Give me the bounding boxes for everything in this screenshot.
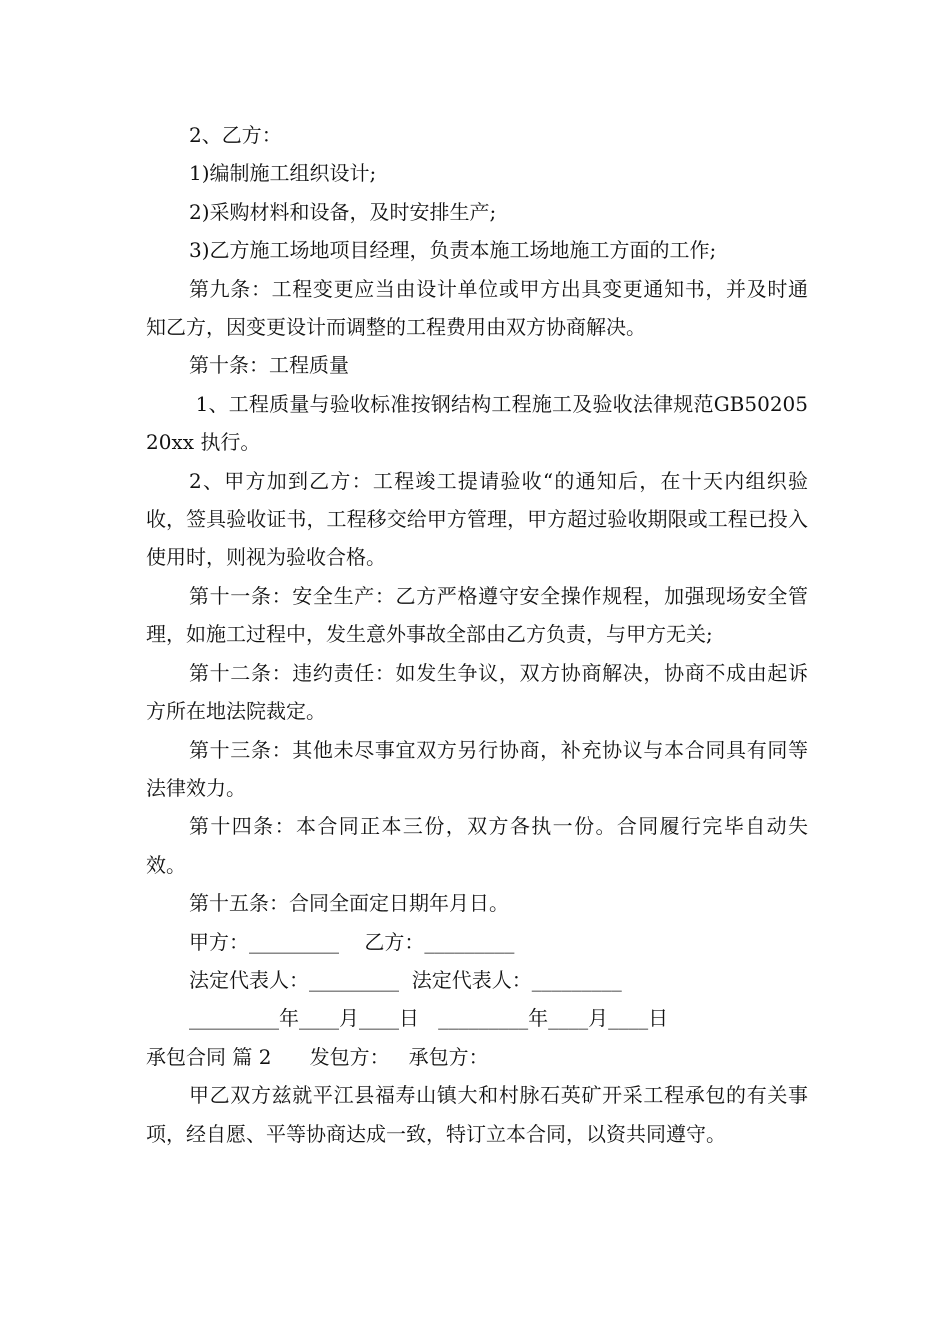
paragraph-article-12: 第十二条：违约责任：如发生争议，双方协商解决，协商不成由起诉方所在地法院裁定。 (146, 660, 808, 724)
paragraph-article-9: 第九条：工程变更应当由设计单位或甲方出具变更通知书，并及时通知乙方，因变更设计而调整的工程费用由双方协商解决。 (146, 276, 808, 340)
document-body (146, 116, 808, 1153)
signature-parties-line: 甲方：_________ 乙方：_________ (189, 929, 515, 954)
paragraph-party-b-heading: 2、乙方： (189, 123, 282, 147)
contract-2-preamble: 甲乙双方兹就平江县福寿山镇大和村脉石英矿开采工程承包的有关事项，经自愿、平等协商达成一致，特订立本合同，以资共同遵守。 (146, 1083, 808, 1146)
contract-2-heading: 承包合同 篇 2 发包方： 承包方： (146, 1044, 489, 1069)
signature-representatives-line: 法定代表人：_________ 法定代表人：_________ (189, 967, 622, 992)
paragraph-article-10-item-2: 2、甲方加到乙方：工程竣工提请验收“的通知后，在十天内组织验收，签具验收证书，工程移交给甲方管理，甲方超过验收期限或工程已投入使用时，则视为验收合格。 (146, 468, 808, 570)
signature-date-line: _________年____月____日 _________年____月____日 (189, 1006, 669, 1031)
paragraph-article-10-item-1: 1、工程质量与验收标准按钢结构工程施工及验收法律规范GB5020520xx 执行。 (146, 391, 809, 455)
paragraph-article-11: 第十一条：安全生产：乙方严格遵守安全操作规程，加强现场安全管理，如施工过程中，发生意外事故全部由乙方负责，与甲方无关; (146, 583, 808, 647)
paragraph-article-15: 第十五条：合同全面定日期年月日。 (189, 891, 509, 916)
paragraph-article-14: 第十四条：本合同正本三份，双方各执一份。合同履行完毕自动失效。 (146, 814, 808, 877)
paragraph-party-b-duty-2: 2)采购材料和设备，及时安排生产; (189, 199, 497, 224)
paragraph-party-b-duty-1: 1)编制施工组织设计; (189, 161, 377, 186)
paragraph-party-b-duty-3: 3)乙方施工场地项目经理，负责本施工场地施工方面的工作; (189, 238, 717, 263)
paragraph-article-13: 第十三条：其他未尽事宜双方另行协商，补充协议与本合同具有同等法律效力。 (146, 737, 808, 800)
paragraph-article-10-heading: 第十条：工程质量 (189, 353, 349, 378)
